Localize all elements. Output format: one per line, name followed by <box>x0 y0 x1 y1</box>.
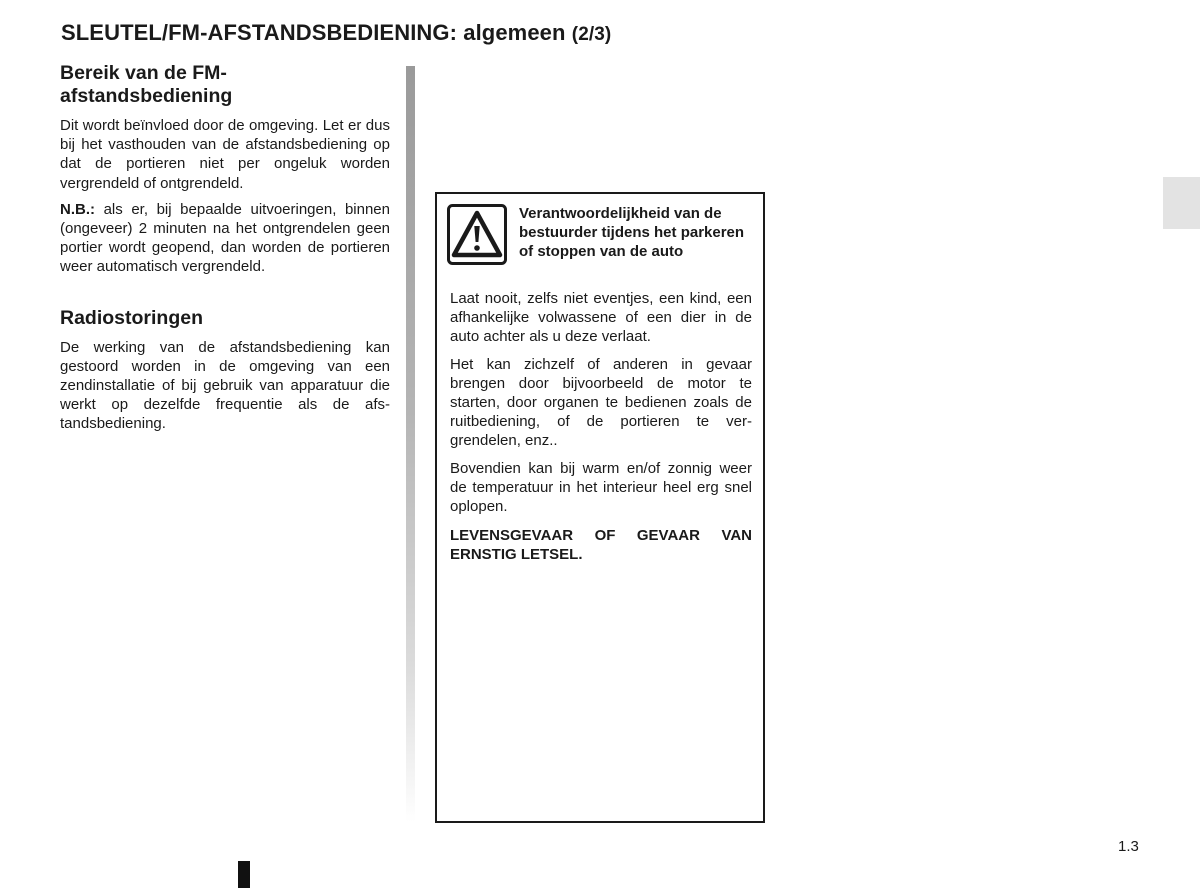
column-divider <box>406 66 415 822</box>
warning-paragraph-1: Laat nooit, zelfs niet eventjes, een kind, een afhankelijke volwassene of een dier in de auto achter als u deze verlaat. <box>450 290 752 346</box>
warning-paragraph-2: Het kan zichzelf of anderen in gevaar brengen door bijvoorbeeld de motor te starten, door organen te bedienen zoals de ruitbediening, of de portieren te vergrendelen, enz.. <box>450 355 752 450</box>
warning-box <box>435 192 765 823</box>
range-paragraph: Dit wordt beïnvloed door de omgeving. Let er dus bij het vasthouden van de afstandsbediening op dat de portieren niet per ongeluk worden vergrendeld of ontgrendeld. <box>60 117 390 192</box>
range-heading-line2: afstandsbediening <box>60 85 233 107</box>
nb-text: als er, bij bepaalde uitvoeringen, binnen (ongeveer) 2 minuten na het ontgrendelen geen portier wordt geopend, dan worden de portieren weer automatisch vergrendeld. <box>60 200 390 276</box>
left-column <box>60 62 390 441</box>
warning-emphasis: LEVENSGEVAAR OF GEVAAR VAN ERNSTIG LETSEL. <box>450 527 752 564</box>
page-number: 1.3 <box>1118 838 1139 855</box>
warning-title: Verantwoordelijkheid van de bestuurder tijdens het parkeren of stoppen van de auto <box>519 205 745 261</box>
range-heading-line1: Bereik van de FM- <box>60 62 227 84</box>
crop-mark <box>238 861 250 888</box>
chapter-thumb-tab <box>1163 177 1200 229</box>
radio-section-heading: Radiostoringen <box>60 306 204 329</box>
page-title-main: SLEUTEL/FM-AFSTANDSBEDIENING: algemeen <box>61 20 566 45</box>
page-title <box>61 20 611 46</box>
page-title-part: (2/3) <box>571 24 612 45</box>
nb-label: N.B.: <box>60 200 95 218</box>
nb-paragraph <box>60 200 390 277</box>
range-section-heading <box>60 62 390 108</box>
warning-triangle-icon <box>447 204 507 265</box>
warning-paragraph-3: Bovendien kan bij warm en/of zonnig weer de temperatuur in het interieur heel erg snel oplopen. <box>450 459 752 516</box>
warning-body <box>450 289 752 565</box>
radio-paragraph: De werking van de afstandsbediening kan gestoord worden in de omgeving van een zendinstallatie of bij gebruik van apparatuur die werkt op dezelfde frequentie als de afstandsbediening. <box>60 338 390 433</box>
